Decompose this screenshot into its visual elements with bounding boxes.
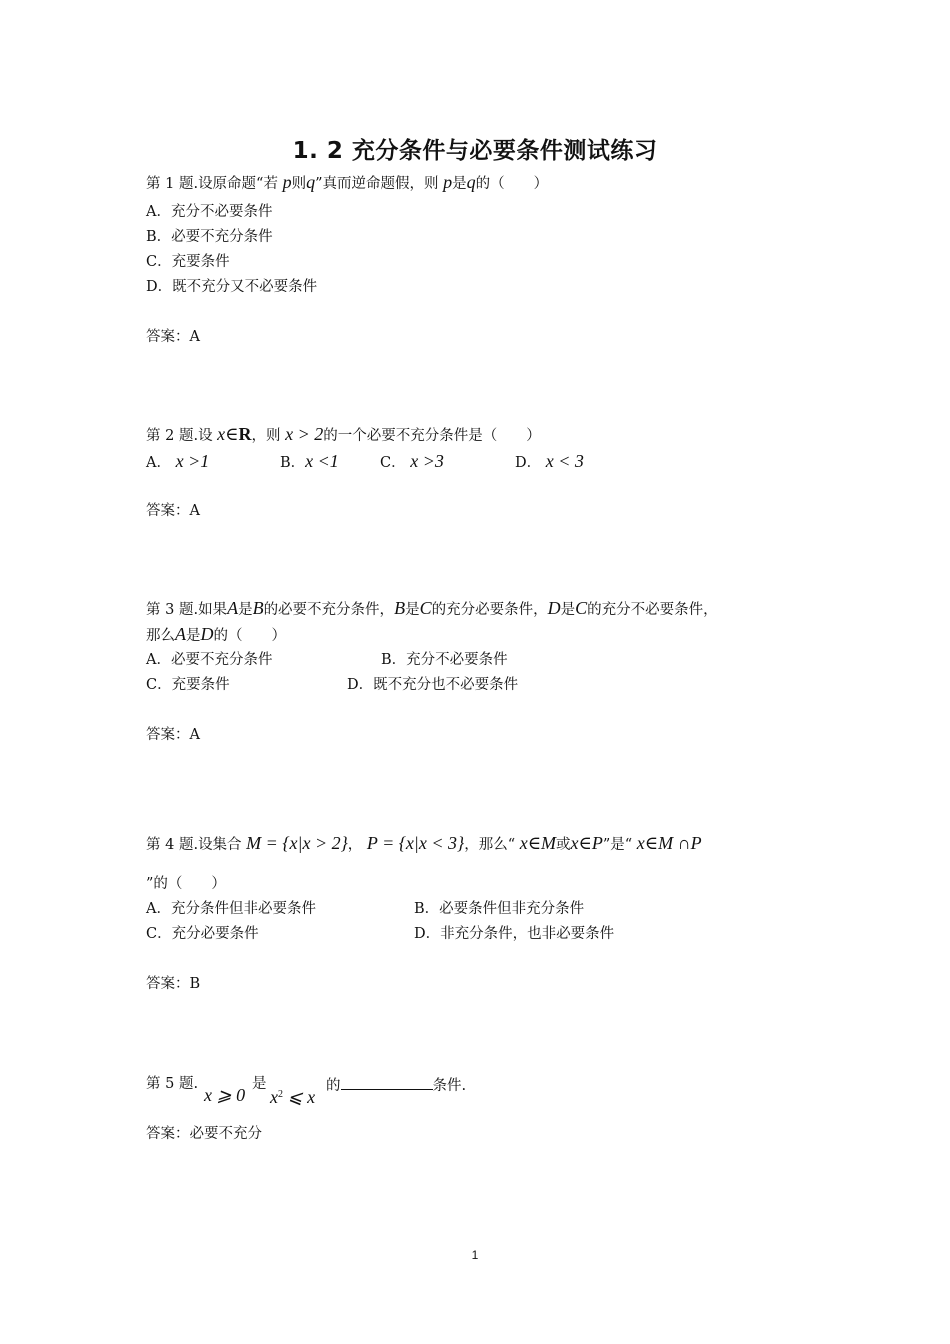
q1-option-c: C．充要条件 xyxy=(146,254,230,270)
q3-options-row-2 xyxy=(146,675,646,697)
q1-option-d: D．既不充分又不必要条件 xyxy=(146,279,318,295)
q3-options-row-1 xyxy=(146,650,646,672)
q4-answer: 答案：B xyxy=(146,976,201,992)
q3-option-b: B．充分不必要条件 xyxy=(381,652,508,668)
q4-options-row-1 xyxy=(146,899,666,921)
math-p: p xyxy=(282,172,292,192)
q2-option-d: D． x < 3 xyxy=(515,451,584,471)
q2-options xyxy=(146,451,646,473)
q3-option-c: C．充要条件 xyxy=(146,677,230,693)
set-m: M = {x|x > 2} xyxy=(246,833,348,853)
q3-option-d: D．既不充分也不必要条件 xyxy=(347,677,519,693)
q1-option-a: A．充分不必要条件 xyxy=(146,204,273,220)
q1-answer: 答案：A xyxy=(146,329,200,345)
condition-x-nonnegative: x ⩾ 0 xyxy=(204,1085,246,1105)
question-5: 第 5 题. x ⩾ 0 是 $x^2$ ⩽ x 的 条件. xyxy=(146,1076,467,1107)
question-3-line-1: 第 3 题.如果A是B的必要不充分条件，B是C的充分必要条件，D是C的充分不必要条件， xyxy=(146,598,718,618)
reals-symbol: R xyxy=(238,424,252,444)
set-p: P = {x|x < 3} xyxy=(366,833,465,853)
q4-option-b: B．必要条件但非充分条件 xyxy=(414,901,585,917)
q2-option-b: B．x <1 xyxy=(280,451,339,471)
q4-option-a: A．充分条件但非必要条件 xyxy=(146,901,316,917)
q2-prefix: 第 2 题. xyxy=(146,428,199,444)
document-title: 1. 2 充分条件与必要条件测试练习 xyxy=(292,138,658,164)
answer-blank[interactable] xyxy=(341,1074,433,1090)
q2-answer: 答案：A xyxy=(146,503,200,519)
q1-option-b: B．必要不充分条件 xyxy=(146,229,273,245)
page-number: 1 xyxy=(471,1248,479,1262)
question-1: 第 1 题.设原命题“若 p则q”真而逆命题假，则 p是q的（ ） xyxy=(146,172,549,192)
q4-option-d: D．非充分条件，也非必要条件 xyxy=(414,926,615,942)
q2-option-a: A． x >1 xyxy=(146,451,210,471)
question-4-line-1: 第 4 题.设集合 M = {x|x > 2}， P = {x|x < 3}，那么“ x∈M或x∈P”是“ x∈M ∩P xyxy=(146,833,702,853)
math-p: p xyxy=(443,172,453,192)
math-q: q xyxy=(306,172,316,192)
q5-answer: 答案：必要不充分 xyxy=(146,1126,262,1142)
q4-options-row-2 xyxy=(146,924,666,946)
q3-option-a: A．必要不充分条件 xyxy=(146,652,273,668)
q2-option-c: C． x >3 xyxy=(380,451,444,471)
question-4-line-2: ”的（ ） xyxy=(146,876,226,892)
question-2: 第 2 题.设 x∈R，则 x > 2的一个必要不充分条件是（ ） xyxy=(146,424,541,444)
q1-prefix: 第 1 题. xyxy=(146,176,199,192)
math-q: q xyxy=(466,172,476,192)
q4-option-c: C．充分必要条件 xyxy=(146,926,259,942)
condition-x-squared: $x^2$ ⩽ x xyxy=(270,1086,316,1107)
question-3-line-2: 那么A是D的（ ） xyxy=(146,624,286,644)
q3-answer: 答案：A xyxy=(146,727,200,743)
